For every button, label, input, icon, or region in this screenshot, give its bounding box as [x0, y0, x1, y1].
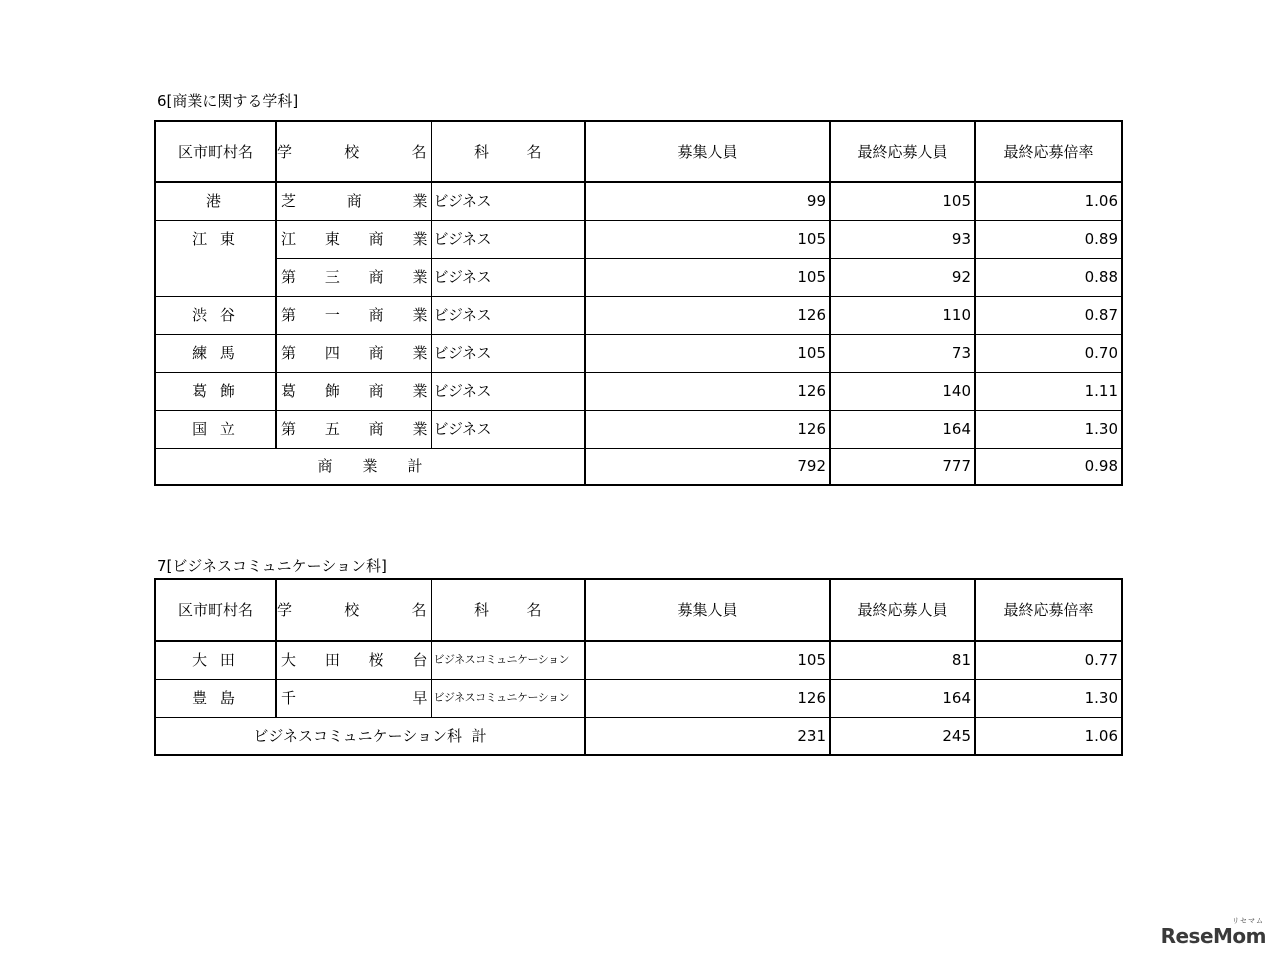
total-ratio-cell: 1.06 [975, 717, 1122, 755]
table-row [155, 220, 1122, 258]
ratio-cell: 0.88 [975, 258, 1122, 296]
total-ratio-cell: 0.98 [975, 448, 1122, 485]
ratio-cell: 0.89 [975, 220, 1122, 258]
area-cell: 大 田 [155, 641, 276, 679]
ratio-cell: 0.87 [975, 296, 1122, 334]
school-cell [276, 182, 431, 220]
school-name-part: 千 [281, 689, 297, 707]
total-applicants-cell: 245 [830, 717, 975, 755]
subject-cell: ビジネス [431, 334, 585, 372]
applicants-cell: 92 [830, 258, 975, 296]
table-header-row [155, 121, 1122, 182]
recruit-cell: 126 [585, 410, 830, 448]
header-subject-part: 科 [473, 142, 489, 161]
header-school-part: 名 [411, 142, 427, 161]
school-name-part: 江 [281, 230, 297, 248]
header-applicants: 最終応募人員 [830, 121, 975, 182]
applicants-cell: 105 [830, 182, 975, 220]
applicants-cell: 93 [830, 220, 975, 258]
school-name-part: 一 [324, 306, 340, 324]
total-row [155, 717, 1122, 755]
section-title-business-communication: 7[ビジネスコミュニケーション科] [157, 557, 387, 575]
school-name-part: 大 [281, 651, 297, 670]
recruit-cell: 105 [585, 258, 830, 296]
table-row [155, 182, 1122, 220]
school-name-part: 台 [412, 651, 428, 670]
header-area: 区市町村名 [155, 579, 276, 641]
business-communication-table [154, 578, 1123, 756]
table-row [155, 410, 1122, 448]
recruit-cell: 126 [585, 679, 830, 717]
school-name-part: 四 [324, 344, 340, 362]
table-row [155, 372, 1122, 410]
school-cell [276, 220, 431, 258]
school-name-part: 三 [324, 268, 340, 286]
applicants-cell: 81 [830, 641, 975, 679]
total-recruit-cell: 792 [585, 448, 830, 485]
school-name-part: 商 [368, 420, 384, 438]
school-name-part: 早 [412, 689, 428, 707]
school-name-part: 商 [368, 344, 384, 362]
table-header-row [155, 579, 1122, 641]
school-name-part: 商 [368, 306, 384, 324]
header-area: 区市町村名 [155, 121, 276, 182]
total-label-cell: ビジネスコミュニケーション科 計 [155, 717, 585, 755]
ratio-cell: 1.06 [975, 182, 1122, 220]
applicants-cell: 164 [830, 410, 975, 448]
applicants-cell: 110 [830, 296, 975, 334]
school-name-part: 業 [412, 420, 428, 438]
subject-cell: ビジネスコミュニケーション [431, 679, 585, 717]
commerce-table [154, 120, 1123, 486]
header-school-part: 学 [277, 601, 293, 619]
header-subject [431, 579, 585, 641]
recruit-cell: 105 [585, 641, 830, 679]
applicants-cell: 164 [830, 679, 975, 717]
school-name-part: 商 [346, 192, 362, 211]
subject-cell: ビジネス [431, 410, 585, 448]
school-name-part: 五 [324, 420, 340, 438]
header-school-part: 学 [277, 142, 293, 161]
header-subject [431, 121, 585, 182]
recruit-cell: 105 [585, 220, 830, 258]
ratio-cell: 1.11 [975, 372, 1122, 410]
school-name-part: 業 [412, 344, 428, 362]
area-cell: 港 [155, 182, 276, 220]
area-cell: 葛 飾 [155, 372, 276, 410]
ratio-cell: 1.30 [975, 410, 1122, 448]
school-name-part: 第 [281, 420, 297, 438]
school-name-part: 桜 [368, 651, 384, 670]
ratio-cell: 0.70 [975, 334, 1122, 372]
header-school-part: 名 [411, 601, 427, 619]
table-row [155, 641, 1122, 679]
school-name-part: 商 [368, 382, 384, 400]
logo-text: ReseMom [1160, 924, 1266, 948]
area-cell: 渋 谷 [155, 296, 276, 334]
recruit-cell: 99 [585, 182, 830, 220]
total-applicants-cell: 777 [830, 448, 975, 485]
school-cell [276, 410, 431, 448]
header-applicants: 最終応募人員 [830, 579, 975, 641]
school-name-part: 業 [412, 306, 428, 324]
school-name-part: 芝 [281, 192, 297, 211]
table-row [155, 296, 1122, 334]
table-row [155, 679, 1122, 717]
area-cell: 江 東 [155, 220, 276, 296]
recruit-cell: 126 [585, 296, 830, 334]
subject-cell: ビジネス [431, 220, 585, 258]
subject-cell: ビジネス [431, 182, 585, 220]
school-name-part: 第 [281, 306, 297, 324]
school-cell [276, 334, 431, 372]
area-cell: 練 馬 [155, 334, 276, 372]
area-cell: 国 立 [155, 410, 276, 448]
school-name-part: 飾 [324, 382, 340, 400]
subject-cell: ビジネス [431, 372, 585, 410]
header-school [276, 121, 431, 182]
total-label-part: 商 [317, 457, 333, 476]
header-school-part: 校 [344, 142, 360, 161]
total-label-cell [155, 448, 585, 485]
school-name-part: 業 [412, 230, 428, 248]
school-name-part: 商 [368, 268, 384, 286]
header-subject-part: 科 [473, 601, 489, 619]
ratio-cell: 1.30 [975, 679, 1122, 717]
header-school-part: 校 [344, 601, 360, 619]
school-name-part: 葛 [281, 382, 297, 400]
school-name-part: 業 [412, 192, 428, 211]
header-recruit: 募集人員 [585, 121, 830, 182]
resemom-logo [1160, 917, 1266, 948]
header-school [276, 579, 431, 641]
recruit-cell: 105 [585, 334, 830, 372]
area-cell: 豊 島 [155, 679, 276, 717]
applicants-cell: 140 [830, 372, 975, 410]
logo-small-text: リセマム [1232, 917, 1264, 925]
school-cell [276, 679, 431, 717]
school-name-part: 業 [412, 268, 428, 286]
total-row [155, 448, 1122, 485]
school-name-part: 第 [281, 268, 297, 286]
school-name-part: 東 [324, 230, 340, 248]
school-name-part: 第 [281, 344, 297, 362]
subject-cell: ビジネス [431, 258, 585, 296]
school-cell [276, 641, 431, 679]
applicants-cell: 73 [830, 334, 975, 372]
total-recruit-cell: 231 [585, 717, 830, 755]
section-title-commerce: 6[商業に関する学科] [157, 92, 299, 110]
header-recruit: 募集人員 [585, 579, 830, 641]
header-subject-part: 名 [526, 601, 542, 619]
school-name-part: 田 [324, 651, 340, 670]
school-name-part: 業 [412, 382, 428, 400]
table-row [155, 334, 1122, 372]
header-ratio: 最終応募倍率 [975, 121, 1122, 182]
header-ratio: 最終応募倍率 [975, 579, 1122, 641]
header-subject-part: 名 [526, 142, 542, 161]
recruit-cell: 126 [585, 372, 830, 410]
school-cell [276, 258, 431, 296]
school-cell [276, 296, 431, 334]
total-label-part: 計 [407, 457, 423, 476]
school-cell [276, 372, 431, 410]
total-label-part: 業 [362, 457, 378, 476]
subject-cell: ビジネス [431, 296, 585, 334]
table-row [155, 258, 1122, 296]
school-name-part: 商 [368, 230, 384, 248]
ratio-cell: 0.77 [975, 641, 1122, 679]
subject-cell: ビジネスコミュニケーション [431, 641, 585, 679]
